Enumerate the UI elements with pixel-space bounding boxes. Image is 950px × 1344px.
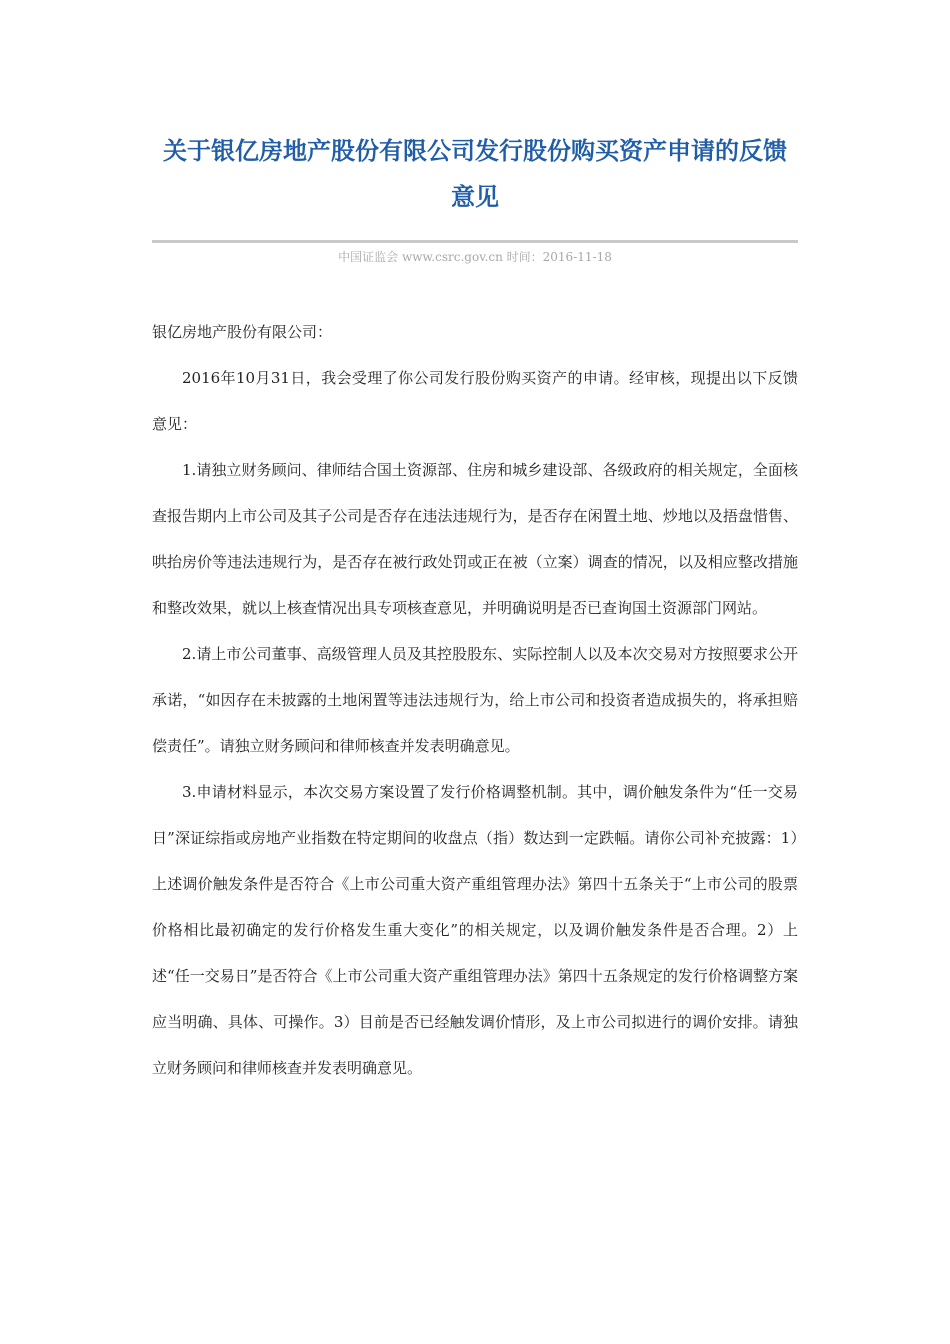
intro-paragraph: 2016年10月31日，我会受理了你公司发行股份购买资产的申请。经审核，现提出以下反馈意见： (152, 369, 798, 433)
document-body (152, 309, 798, 1091)
feedback-item-2: 2.请上市公司董事、高级管理人员及其控股股东、实际控制人以及本次交易对方按照要求公开承诺，“如因存在未披露的土地闲置等违法违规行为，给上市公司和投资者造成损失的，将承担赔偿责任”。请独立财务顾问和律师核查并发表明确意见。 (152, 645, 798, 755)
title-line-1: 关于银亿房地产股份有限公司发行股份购买资产申请的反馈 (163, 137, 787, 165)
document-title (150, 128, 800, 220)
title-line-2: 意见 (451, 183, 499, 211)
source-and-date: 中国证监会 www.csrc.gov.cn 时间：2016-11-18 (338, 250, 612, 264)
title-divider (152, 240, 798, 243)
feedback-item-3: 3.申请材料显示，本次交易方案设置了发行价格调整机制。其中，调价触发条件为“任一交易日”深证综指或房地产业指数在特定期间的收盘点（指）数达到一定跌幅。请你公司补充披露：1）上述调价触发条件是否符合《上市公司重大资产重组管理办法》第四十五条关于“上市公司的股票价格相比最初确定的发行价格发生重大变化”的相关规定，以及调价触发条件是否合理。2）上述“任一交易日”是否符合《上市公司重大资产重组管理办法》第四十五条规定的发行价格调整方案应当明确、具体、可操作。3）目前是否已经触发调价情形，及上市公司拟进行的调价安排。请独立财务顾问和律师核查并发表明确意见。 (152, 783, 798, 1077)
feedback-item-1: 1.请独立财务顾问、律师结合国土资源部、住房和城乡建设部、各级政府的相关规定，全面核查报告期内上市公司及其子公司是否存在违法违规行为，是否存在闲置土地、炒地以及捂盘惜售、哄抬房价等违法违规行为，是否存在被行政处罚或正在被（立案）调查的情况，以及相应整改措施和整改效果，就以上核查情况出具专项核查意见，并明确说明是否已查询国土资源部门网站。 (152, 461, 798, 617)
addressee: 银亿房地产股份有限公司： (152, 323, 333, 341)
